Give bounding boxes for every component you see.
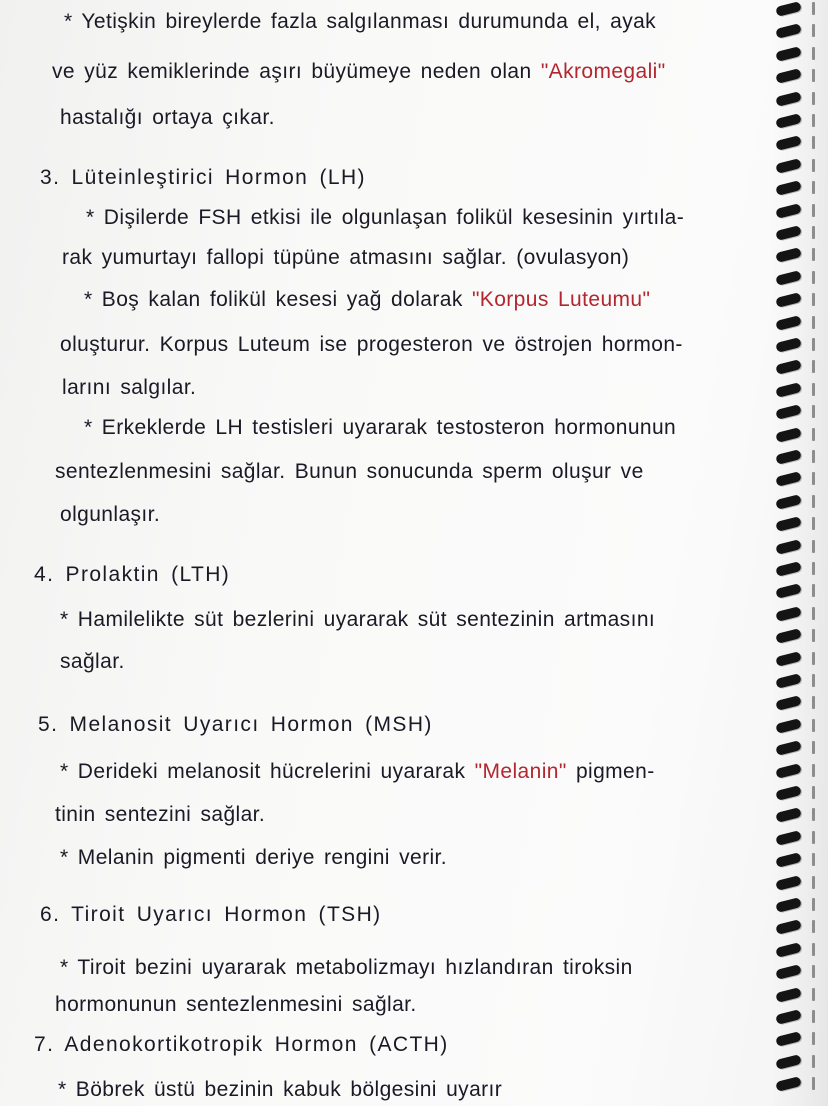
spiral-wire xyxy=(812,943,815,956)
spiral-ring xyxy=(775,696,802,712)
spiral-wire xyxy=(812,428,815,441)
spiral-wire xyxy=(812,786,815,799)
section-heading-tsh: 6. Tiroit Uyarıcı Hormon (TSH) xyxy=(40,903,382,926)
note-line xyxy=(84,288,650,312)
spiral-ring xyxy=(775,516,802,532)
spiral-ring xyxy=(775,382,802,398)
spiral-wire xyxy=(812,674,815,687)
spiral-wire xyxy=(812,405,815,418)
spiral-wire xyxy=(812,360,815,373)
spiral-ring xyxy=(775,830,802,846)
spiral-binding xyxy=(770,0,828,1106)
spiral-wire xyxy=(812,114,815,127)
spiral-ring xyxy=(775,46,802,62)
spiral-ring xyxy=(775,180,802,196)
spiral-wire xyxy=(812,1055,815,1068)
spiral-ring xyxy=(775,427,802,443)
note-line xyxy=(52,60,666,84)
spiral-wire xyxy=(812,204,815,217)
spiral-wire xyxy=(812,338,815,351)
spiral-wire xyxy=(812,696,815,709)
spiral-ring xyxy=(775,360,802,376)
spiral-wire xyxy=(812,383,815,396)
note-line: * Yetişkin bireylerde fazla salgılanması durumunda el, ayak xyxy=(64,10,657,33)
spiral-wire xyxy=(812,226,815,239)
spiral-wire xyxy=(812,69,815,82)
spiral-wire xyxy=(812,24,815,37)
note-text: * Derideki melanosit hücrelerini uyararak xyxy=(60,760,475,783)
spiral-ring xyxy=(775,1,802,17)
note-line xyxy=(60,760,655,784)
spiral-ring xyxy=(775,763,802,779)
spiral-wire xyxy=(812,808,815,821)
spiral-ring xyxy=(775,494,802,510)
spiral-wire xyxy=(812,764,815,777)
spiral-ring xyxy=(775,1054,802,1070)
note-line: * Erkeklerde LH testisleri uyararak testosteron hormonunun xyxy=(84,416,677,439)
spiral-ring xyxy=(775,740,802,756)
highlighted-term-melanin: "Melanin" xyxy=(474,760,567,783)
note-line: * Böbrek üstü bezinin kabuk bölgesini uyarır xyxy=(58,1078,503,1101)
spiral-ring xyxy=(775,920,802,936)
spiral-ring xyxy=(775,158,802,174)
spiral-ring xyxy=(775,292,802,308)
spiral-ring xyxy=(775,113,802,129)
spiral-wire xyxy=(812,988,815,1001)
section-heading-lh: 3. Lüteinleştirici Hormon (LH) xyxy=(40,166,366,189)
note-line: * Hamilelikte süt bezlerini uyararak süt sentezinin artmasını xyxy=(60,608,656,631)
spiral-wire xyxy=(812,1010,815,1023)
note-line: hastalığı ortaya çıkar. xyxy=(60,106,275,129)
spiral-ring xyxy=(775,584,802,600)
spiral-wire xyxy=(812,607,815,620)
spiral-wire xyxy=(812,2,815,15)
spiral-wire xyxy=(812,248,815,261)
note-line: tinin sentezini sağlar. xyxy=(55,803,266,826)
note-line: rak yumurtayı fallopi tüpüne atmasını sağlar. (ovulasyon) xyxy=(62,246,630,269)
spiral-ring xyxy=(775,225,802,241)
note-line: * Dişilerde FSH etkisi ile olgunlaşan folikül kesesinin yırtıla- xyxy=(86,206,685,229)
spiral-wire xyxy=(812,584,815,597)
spiral-ring xyxy=(775,718,802,734)
spiral-ring xyxy=(775,315,802,331)
spiral-ring xyxy=(775,651,802,667)
spiral-wire xyxy=(812,495,815,508)
spiral-ring xyxy=(775,942,802,958)
spiral-wire xyxy=(812,898,815,911)
spiral-ring xyxy=(775,897,802,913)
spiral-ring xyxy=(775,404,802,420)
section-heading-prolaktin: 4. Prolaktin (LTH) xyxy=(34,563,231,586)
spiral-ring xyxy=(775,1032,802,1048)
spiral-wire xyxy=(812,853,815,866)
spiral-wire xyxy=(812,540,815,553)
spiral-wire xyxy=(812,741,815,754)
note-line: * Melanin pigmenti deriye rengini verir. xyxy=(60,846,448,869)
note-line: hormonunun sentezlenmesini sağlar. xyxy=(55,993,417,1016)
spiral-ring xyxy=(775,628,802,644)
spiral-wire xyxy=(812,316,815,329)
spiral-ring xyxy=(775,449,802,465)
note-text: ve yüz kemiklerinde aşırı büyümeye neden olan xyxy=(52,60,541,83)
spiral-ring xyxy=(775,673,802,689)
spiral-ring xyxy=(775,964,802,980)
spiral-wire xyxy=(812,517,815,530)
spiral-wire xyxy=(812,293,815,306)
note-line: oluşturur. Korpus Luteum ise progesteron ve östrojen hormon- xyxy=(60,333,683,356)
spiral-ring xyxy=(775,785,802,801)
spiral-wire xyxy=(812,271,815,284)
spiral-ring xyxy=(775,1076,802,1092)
spiral-ring xyxy=(775,852,802,868)
spiral-ring xyxy=(775,1009,802,1025)
spiral-ring xyxy=(775,561,802,577)
note-line: sağlar. xyxy=(60,650,125,673)
spiral-wire xyxy=(812,876,815,889)
spiral-ring xyxy=(775,337,802,353)
spiral-wire xyxy=(812,181,815,194)
spiral-ring xyxy=(775,987,802,1003)
note-line: larını salgılar. xyxy=(62,376,197,399)
spiral-wire xyxy=(812,47,815,60)
note-line: * Tiroit bezini uyararak metabolizmayı hızlandıran tiroksin xyxy=(60,956,633,979)
spiral-ring xyxy=(775,24,802,40)
spiral-ring xyxy=(775,606,802,622)
highlighted-term-akromegali: "Akromegali" xyxy=(540,60,666,83)
highlighted-term-korpus-luteumu: "Korpus Luteumu" xyxy=(471,288,651,311)
spiral-wire xyxy=(812,159,815,172)
spiral-wire xyxy=(812,652,815,665)
note-text: * Boş kalan folikül kesesi yağ dolarak xyxy=(84,288,472,311)
spiral-wire xyxy=(812,629,815,642)
section-heading-msh: 5. Melanosit Uyarıcı Hormon (MSH) xyxy=(38,713,433,736)
spiral-ring xyxy=(775,875,802,891)
spiral-wire xyxy=(812,965,815,978)
spiral-ring xyxy=(775,270,802,286)
note-text: pigmen- xyxy=(566,760,655,783)
spiral-ring xyxy=(775,91,802,107)
spiral-wire xyxy=(812,920,815,933)
section-heading-acth: 7. Adenokortikotropik Hormon (ACTH) xyxy=(34,1033,449,1056)
spiral-wire xyxy=(812,831,815,844)
spiral-ring xyxy=(775,248,802,264)
spiral-ring xyxy=(775,136,802,152)
spiral-wire xyxy=(812,719,815,732)
spiral-wire xyxy=(812,450,815,463)
note-line: olgunlaşır. xyxy=(60,503,161,526)
spiral-wire xyxy=(812,1032,815,1045)
spiral-ring xyxy=(775,203,802,219)
spiral-wire xyxy=(812,92,815,105)
note-line: sentezlenmesini sağlar. Bunun sonucunda sperm oluşur ve xyxy=(55,460,644,483)
spiral-ring xyxy=(775,68,802,84)
spiral-ring xyxy=(775,808,802,824)
spiral-wire xyxy=(812,136,815,149)
spiral-wire xyxy=(812,562,815,575)
spiral-ring xyxy=(775,472,802,488)
spiral-wire xyxy=(812,1077,815,1090)
spiral-ring xyxy=(775,539,802,555)
spiral-wire xyxy=(812,472,815,485)
